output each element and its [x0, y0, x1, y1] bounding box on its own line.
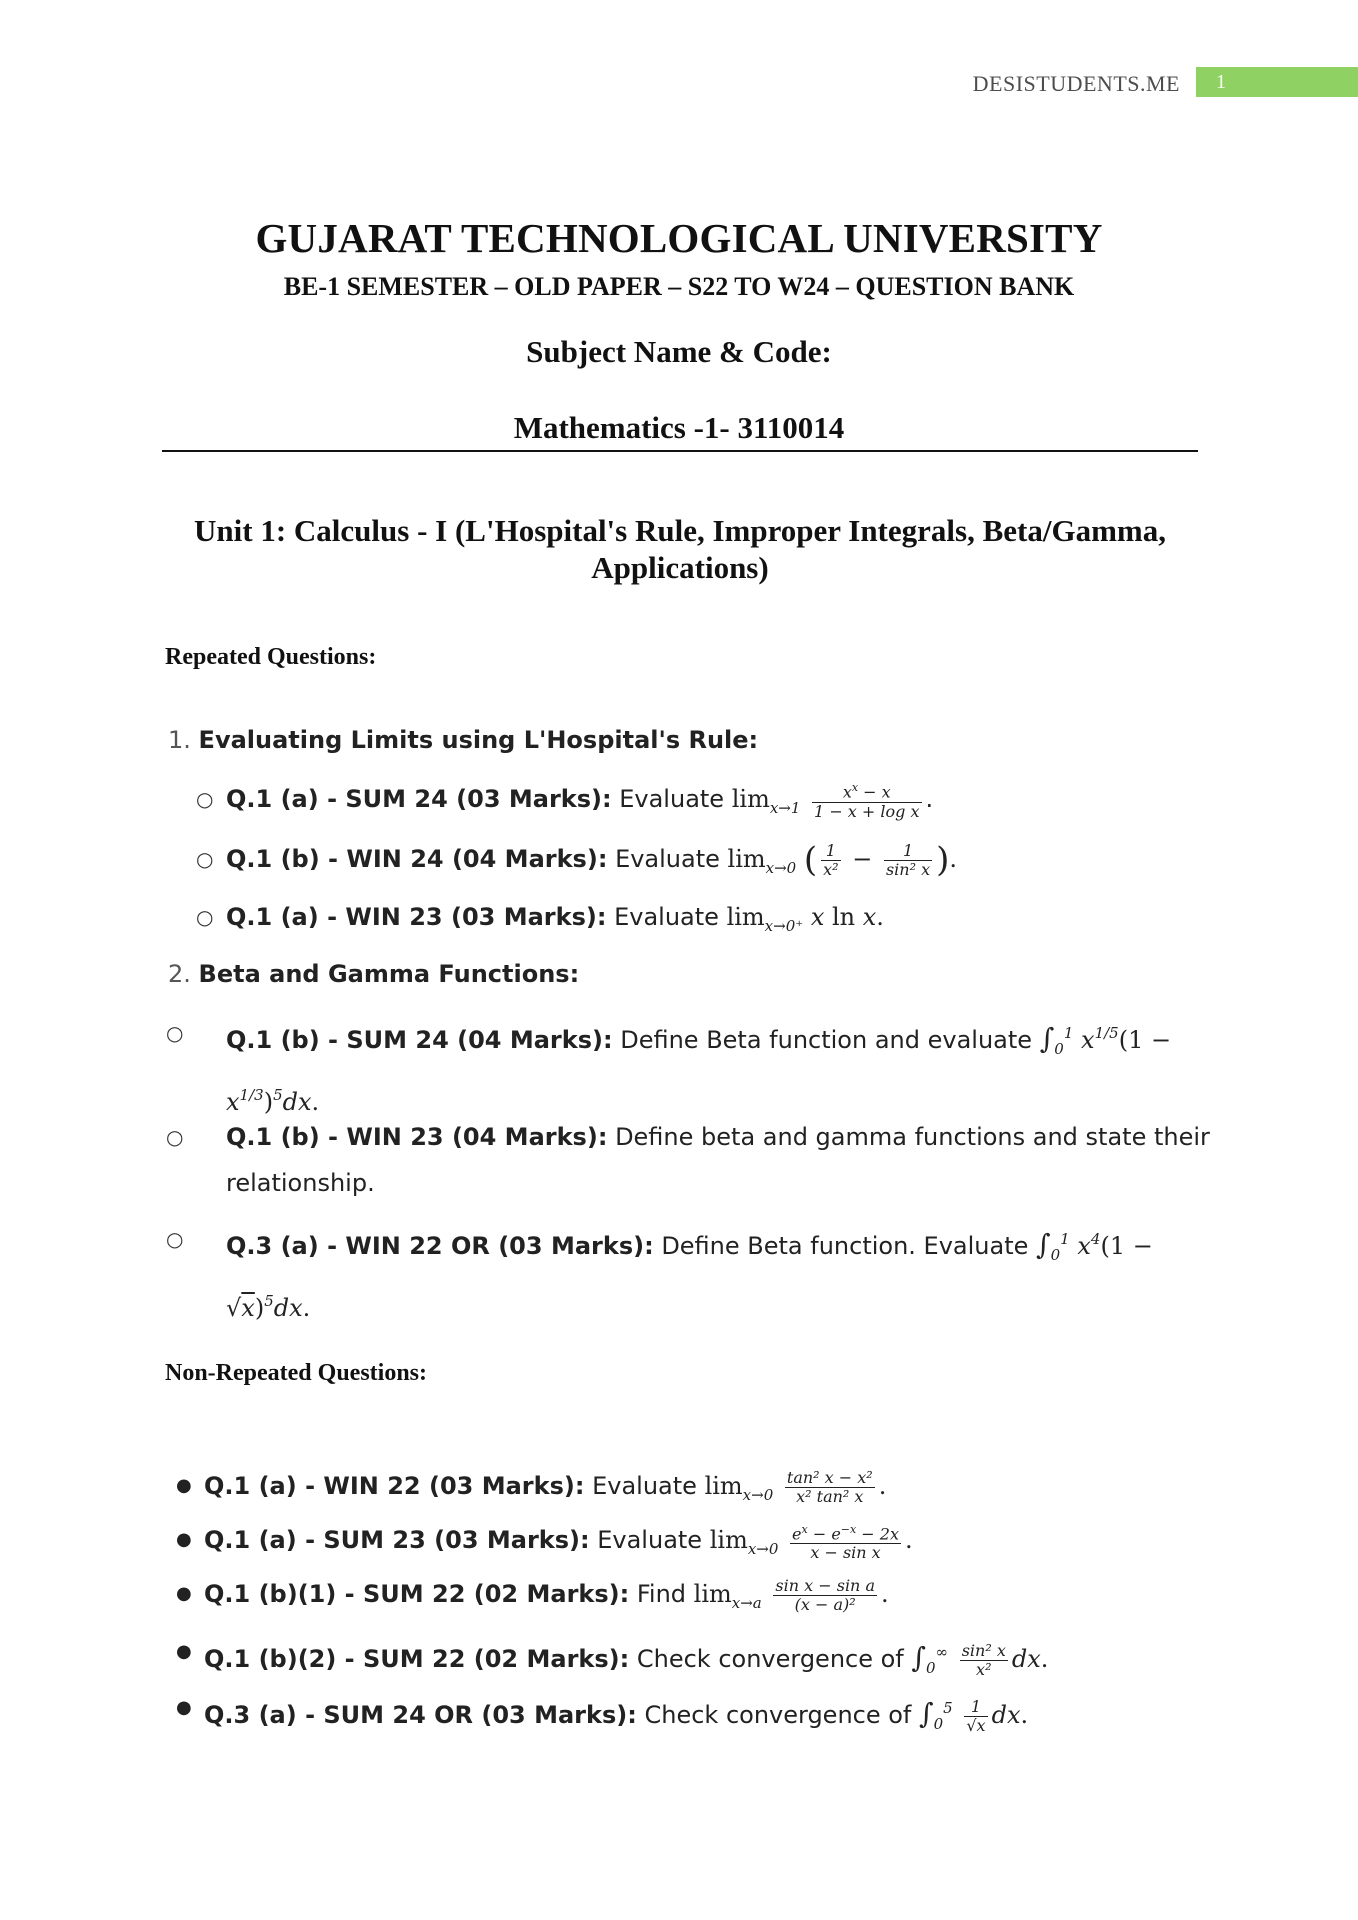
question-text: Check convergence of	[644, 1701, 912, 1729]
question-text: Evaluate	[615, 845, 720, 873]
question-label: Q.1 (a) - SUM 24 (03 Marks):	[226, 785, 612, 813]
math-expression: $\lim_{x\to a}$ $\frac{\text{sin x − sin a}}{\text{(x − a)²}}$ .	[693, 1576, 889, 1614]
bullet-icon: ●	[176, 1697, 192, 1718]
question-label: Q.1 (a) - SUM 23 (03 Marks):	[204, 1526, 590, 1554]
topic-number: 1.	[168, 726, 191, 754]
question-label: Q.1 (b) - WIN 23 (04 Marks):	[226, 1123, 608, 1151]
list-item	[176, 1520, 1176, 1569]
question-item	[196, 836, 1196, 891]
math-expression: $\lim_{x\to 1}$	[731, 785, 801, 817]
repeated-heading: Repeated Questions:	[165, 644, 377, 670]
subject-label: Subject Name & Code:	[526, 334, 832, 369]
topic-title: Beta and Gamma Functions:	[198, 960, 580, 988]
math-expression: $\int_0^1$ $x^{1/5}(1 - x^{1/3})^5dx$.	[226, 1022, 1172, 1116]
topic-2	[168, 960, 579, 988]
question-label: Q.1 (a) - WIN 22 (03 Marks):	[204, 1472, 585, 1500]
topic-1	[168, 726, 758, 754]
question-text: Evaluate	[619, 785, 725, 813]
unit-title: Unit 1: Calculus - I (L'Hospital's Rule, Improper Integrals, Beta/Gamma, Applications)	[194, 513, 1166, 585]
question-label: Q.1 (a) - WIN 23 (03 Marks):	[226, 903, 607, 931]
question-label: Q.1 (b) - WIN 24 (04 Marks):	[226, 845, 608, 873]
question-text: Evaluate	[614, 903, 719, 931]
circle-bullet-icon: ○	[196, 905, 214, 929]
bullet-icon: ●	[176, 1475, 192, 1496]
bullet-icon: ●	[176, 1641, 192, 1662]
list-item	[176, 1574, 1176, 1623]
circle-bullet-icon: ○	[196, 787, 214, 811]
page-number: 1	[1196, 67, 1358, 97]
non-repeated-heading: Non-Repeated Questions:	[165, 1360, 427, 1386]
circle-bullet-icon: ○	[166, 1125, 184, 1149]
question-text: Evaluate	[592, 1472, 697, 1500]
bullet-icon: ●	[176, 1583, 192, 1604]
topic-title: Evaluating Limits using L'Hospital's Rule:	[198, 726, 759, 754]
math-expression: $\lim_{x\to 0}$ ( $\frac{1}{\text{x²}}$ − $\frac{1}{\text{sin² x}}$ ).	[727, 840, 958, 880]
circle-bullet-icon: ○	[196, 847, 214, 871]
question-text: Find	[636, 1580, 687, 1608]
question-item: ○ Q.1 (a) - SUM 24 (03 Marks): Evaluate $\lim_{x\to 1}$ $\frac{x^x - x}{\text{1 − x + log x}}$ .	[196, 776, 1196, 831]
question-item	[166, 1114, 1226, 1206]
list-item	[176, 1466, 1176, 1515]
question-item	[166, 1010, 1226, 1125]
site-header	[973, 66, 1358, 98]
bullet-icon: ●	[176, 1529, 192, 1550]
question-text: Define beta and gamma functions and state their relationship.	[226, 1123, 1210, 1197]
document-title: GUJARAT TECHNOLOGICAL UNIVERSITY	[255, 215, 1103, 261]
question-label: Q.1 (b) - SUM 24 (04 Marks):	[226, 1026, 613, 1054]
question-text: Evaluate	[597, 1526, 703, 1554]
math-expression: $\lim_{x\to 0^+} x$ ln x.	[726, 903, 884, 935]
question-text: Define Beta function. Evaluate	[661, 1232, 1029, 1260]
circle-bullet-icon: ○	[166, 1227, 184, 1251]
question-text: Define Beta function and evaluate	[620, 1026, 1033, 1054]
math-fraction: $\frac{x^x - x}{\text{1 − x + log x}}$	[814, 781, 920, 821]
math-expression: $\lim_{x\to 0}$ $\frac{\text{tan² x − x²}}{\text{x² tan² x}}$ .	[704, 1468, 887, 1506]
subject-code: Mathematics -1- 3110014	[513, 410, 845, 445]
document-subtitle: BE-1 SEMESTER – OLD PAPER – S22 TO W24 – QUESTION BANK	[283, 272, 1075, 301]
topic-number: 2.	[168, 960, 191, 988]
math-expression: $\int_0^1$ $x^4(1 - √x)^5dx$.	[226, 1228, 1153, 1322]
math-expression: $\lim_{x\to 0}$ $\frac{e^x - e^{-x} - 2x}{\text{x − sin x}}$ .	[709, 1522, 913, 1563]
list-item	[176, 1632, 1176, 1688]
question-item	[196, 894, 1196, 949]
site-name: DESISTUDENTS.ME	[972, 71, 1180, 96]
question-label: Q.1 (b)(1) - SUM 22 (02 Marks):	[204, 1580, 630, 1608]
circle-bullet-icon: ○	[166, 1021, 184, 1045]
list-item	[176, 1688, 1176, 1744]
math-expression: $\int_0^5$ $\frac{1}{√x}$ dx.	[919, 1697, 1029, 1735]
question-label: Q.1 (b)(2) - SUM 22 (02 Marks):	[204, 1645, 630, 1673]
question-item	[166, 1216, 1226, 1331]
question-text: Check convergence of	[636, 1645, 904, 1673]
math-expression: $\int_0^\infty$ $\frac{\text{sin² x}}{\text{x²}}$ dx.	[911, 1641, 1049, 1679]
question-label: Q.3 (a) - SUM 24 OR (03 Marks):	[204, 1701, 637, 1729]
question-label: Q.3 (a) - WIN 22 OR (03 Marks):	[226, 1232, 654, 1260]
divider	[162, 450, 1198, 452]
